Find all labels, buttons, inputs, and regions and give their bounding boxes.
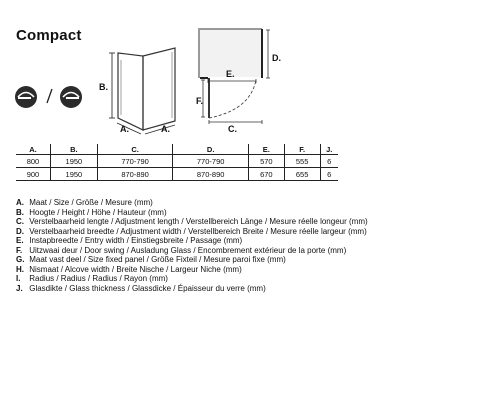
legend-item: [16, 255, 368, 265]
legend-item: [16, 198, 368, 208]
col-header: D.: [173, 144, 249, 155]
col-header: C.: [97, 144, 173, 155]
dimensions-table: [16, 144, 338, 181]
label-f: F.: [196, 96, 204, 106]
table-cell: 770-790: [97, 155, 173, 168]
legend-text: Maat / Size / Größe / Mesure (mm): [29, 198, 153, 207]
legend-key: J.: [16, 283, 23, 293]
table-cell: 1950: [50, 155, 97, 168]
legend-key: D.: [16, 226, 24, 236]
legend-key: G.: [16, 255, 25, 264]
perspective-view: [109, 48, 175, 134]
col-header: E.: [248, 144, 284, 155]
legend-text: Radius / Radius / Radius / Rayon (mm): [29, 274, 168, 283]
legend-text: Maat vast deel / Size fixed panel / Größe Fixteil / Mesure paroi fixe (mm): [29, 255, 286, 264]
label-b: B.: [99, 82, 108, 92]
right-hinge-icon: [60, 86, 82, 108]
table-cell: 870-890: [173, 168, 249, 181]
table-row: [16, 168, 338, 181]
legend-item: [16, 265, 368, 275]
legend-key: F.: [16, 245, 23, 255]
legend-text: Glasdikte / Glass thickness / Glassdicke / Épaisseur du verre (mm): [29, 283, 266, 293]
label-e: E.: [226, 69, 235, 79]
table-cell: 670: [248, 168, 284, 181]
table-cell: 570: [248, 155, 284, 168]
page-title: Compact: [16, 27, 82, 44]
slash-divider: [47, 89, 52, 103]
col-header: B.: [50, 144, 97, 155]
legend-item: [16, 236, 368, 246]
legend-key: H.: [16, 264, 24, 274]
table-cell: 555: [284, 155, 320, 168]
col-header: F.: [284, 144, 320, 155]
label-d: D.: [272, 53, 281, 63]
legend-key: I.: [16, 274, 21, 283]
legend-key: C.: [16, 217, 24, 226]
table-row: [16, 155, 338, 168]
legend-item: [16, 208, 368, 218]
legend-key: A.: [16, 198, 24, 207]
col-header: J.: [320, 144, 338, 155]
legend-text: Uitzwaai deur / Door swing / Ausladung Glass / Encombrement extérieur de la porte (mm): [29, 245, 347, 255]
legend-key: B.: [16, 207, 24, 217]
legend-item: [16, 284, 368, 294]
table-cell: 870-890: [97, 168, 173, 181]
table-cell: 6: [320, 155, 338, 168]
legend-text: Verstelbaarheid breedte / Adjustment width / Verstellbereich Breite / Mesure réelle largeur (mm): [29, 226, 367, 236]
table-cell: 800: [16, 155, 50, 168]
legend-text: Instapbreedte / Entry width / Einstiegsbreite / Passage (mm): [29, 236, 243, 245]
legend: [16, 198, 368, 293]
col-header: A.: [16, 144, 50, 155]
table-cell: 900: [16, 168, 50, 181]
label-c: C.: [228, 124, 237, 134]
label-a-left: A.: [120, 124, 129, 134]
left-hinge-icon: [15, 86, 37, 108]
label-a-right: A.: [161, 124, 170, 134]
legend-item: [16, 217, 368, 227]
legend-item: [16, 227, 368, 237]
table-cell: 655: [284, 168, 320, 181]
legend-text: Nismaat / Alcove width / Breite Nische / Largeur Niche (mm): [29, 264, 242, 274]
legend-item: [16, 246, 368, 256]
legend-text: Verstelbaarheid lengte / Adjustment length / Verstellbereich Länge / Mesure réelle longeur (mm): [29, 217, 368, 226]
legend-key: E.: [16, 236, 24, 245]
table-cell: 770-790: [173, 155, 249, 168]
legend-item: [16, 274, 368, 284]
table-cell: 1950: [50, 168, 97, 181]
table-cell: 6: [320, 168, 338, 181]
table-header-row: [16, 144, 338, 155]
legend-text: Hoogte / Height / Höhe / Hauteur (mm): [29, 207, 167, 217]
